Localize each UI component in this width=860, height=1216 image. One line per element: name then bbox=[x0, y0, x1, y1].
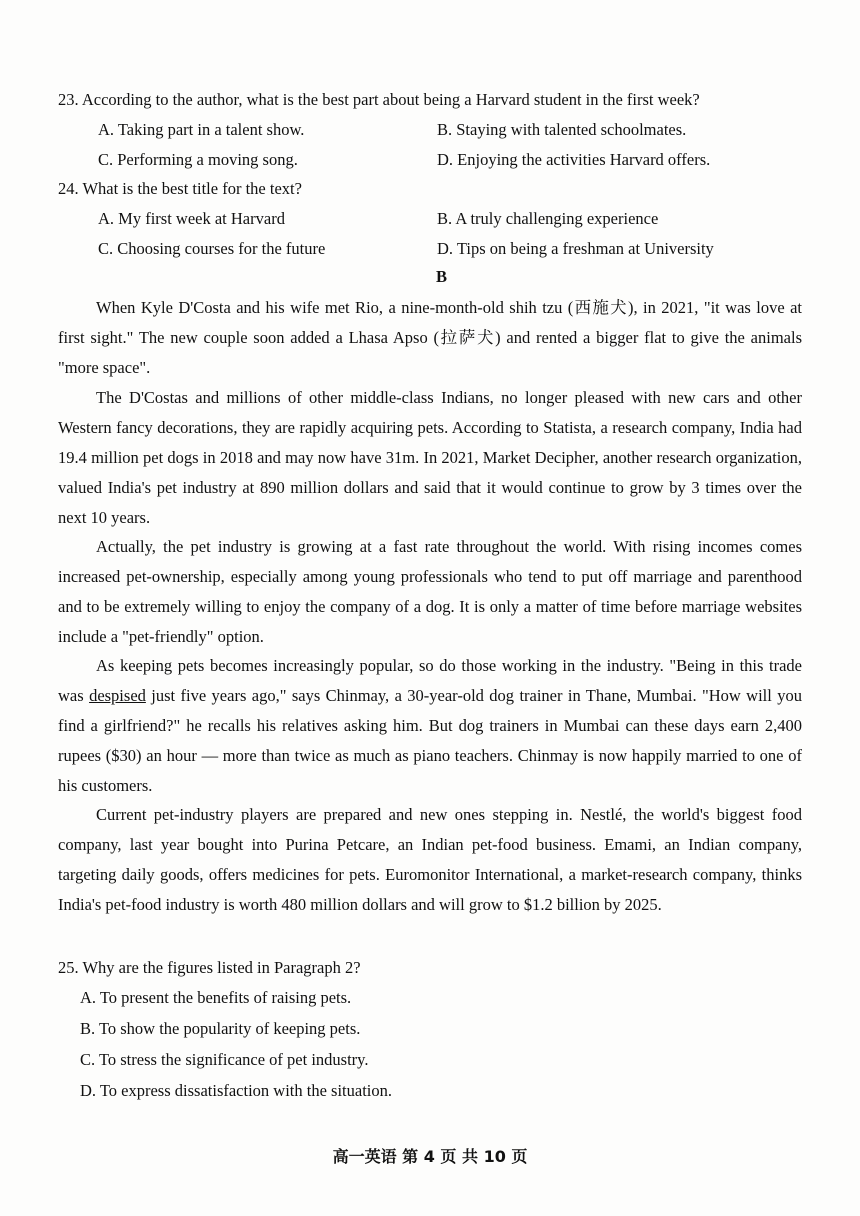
question-24-option-b: B. A truly challenging experience bbox=[437, 209, 659, 228]
question-23-option-b: B. Staying with talented schoolmates. bbox=[437, 120, 687, 139]
passage-paragraph-5: Current pet-industry players are prepared and new ones stepping in. Nestlé, the world's biggest food company, last year bought into Purina Petcare, an Indian pet-food business. Emami, an Indian company, targeting daily goods, offers medicines for pets. Euromonitor International, a market-research company, thinks India's pet-food industry is worth 480 million dollars and will grow to $1.2 billion by 2025. bbox=[58, 805, 802, 914]
page-footer: 高一英语 第 4 页 共 10 页 bbox=[332, 1147, 528, 1166]
question-24-option-d: D. Tips on being a freshman at University bbox=[437, 239, 714, 258]
question-23-option-d: D. Enjoying the activities Harvard offers. bbox=[437, 150, 711, 169]
passage-paragraph-4 bbox=[58, 651, 802, 801]
question-24-option-a: A. My first week at Harvard bbox=[98, 209, 285, 228]
question-24-option-c: C. Choosing courses for the future bbox=[98, 239, 326, 258]
paragraph-4-text-before: As keeping pets becomes increasingly popular, so do those working in the industry. "Being in this trade was bbox=[58, 656, 802, 705]
underlined-word-despised: despised bbox=[89, 686, 146, 705]
question-23-option-c: C. Performing a moving song. bbox=[98, 150, 298, 169]
question-23-option-a: A. Taking part in a talent show. bbox=[98, 120, 305, 139]
question-25-stem: 25. Why are the figures listed in Paragraph 2? bbox=[58, 958, 361, 977]
passage-paragraph-3: Actually, the pet industry is growing at a fast rate throughout the world. With rising incomes comes increased pet-ownership, especially among young professionals who tend to put off marriage and parenthood and to be extremely willing to enjoy the company of a dog. It is only a matter of time before marriage websites include a "pet-friendly" option. bbox=[58, 537, 802, 646]
question-24-stem: 24. What is the best title for the text? bbox=[58, 179, 302, 198]
question-25-option-d: D. To express dissatisfaction with the situation. bbox=[80, 1081, 393, 1100]
passage-paragraph-2: The D'Costas and millions of other middle-class Indians, no longer pleased with new cars and other Western fancy decorations, they are rapidly acquiring pets. According to Statista, a research company, India had 19.4 million pet dogs in 2018 and may now have 31m. In 2021, Market Decipher, another research organization, valued India's pet industry at 890 million dollars and said that it would continue to grow by 3 times over the next 10 years. bbox=[58, 388, 802, 527]
paragraph-4-text-after: just five years ago," says Chinmay, a 30-year-old dog trainer in Thane, Mumbai. "How will you find a girlfriend?" he recalls his relatives asking him. But dog trainers in Mumbai can these days earn 2,400 rupees ($30) an hour — more than twice as much as piano teachers. Chinmay is now happily married to one of his customers. bbox=[58, 686, 802, 795]
question-23-stem: 23. According to the author, what is the best part about being a Harvard student in the first week? bbox=[58, 90, 700, 109]
question-25-option-c: C. To stress the significance of pet industry. bbox=[80, 1050, 369, 1069]
question-25-option-a: A. To present the benefits of raising pets. bbox=[80, 988, 352, 1007]
passage-paragraph-1: When Kyle D'Costa and his wife met Rio, a nine-month-old shih tzu (西施犬), in 2021, "it was love at first sight." The new couple soon added a Lhasa Apso (拉萨犬) and rented a bigger flat to give the animals "more space". bbox=[58, 298, 802, 377]
question-25-option-b: B. To show the popularity of keeping pets. bbox=[80, 1019, 361, 1038]
section-label: B bbox=[436, 267, 448, 286]
